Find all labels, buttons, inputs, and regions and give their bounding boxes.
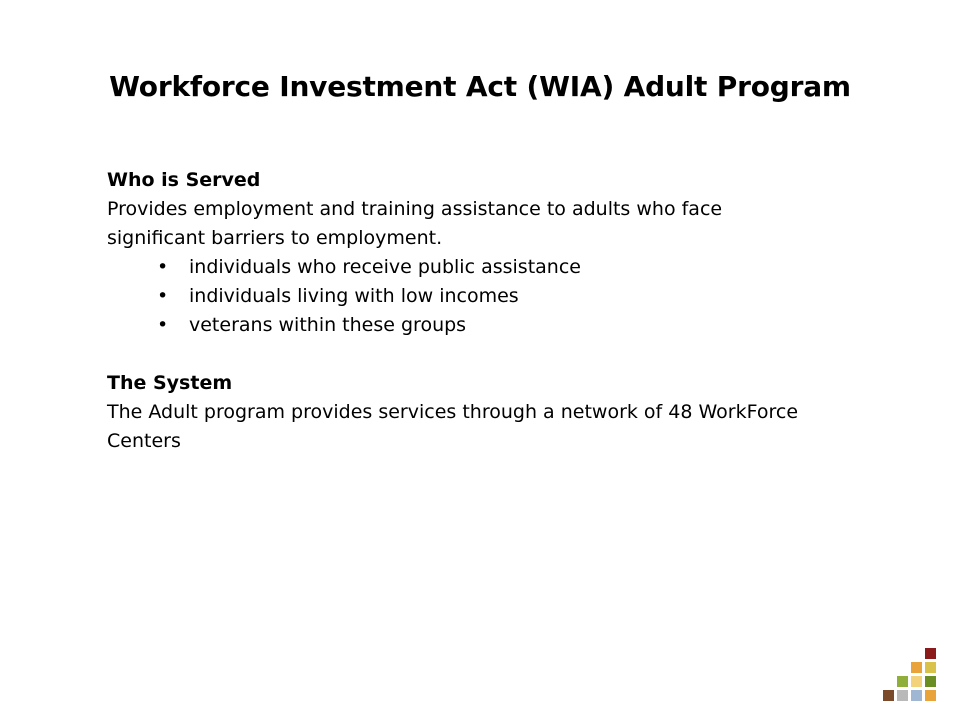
bullet-text: individuals who receive public assistance <box>189 256 581 278</box>
logo-tile <box>897 676 908 687</box>
bullet-icon: • <box>157 285 169 307</box>
logo-tile <box>897 690 908 701</box>
logo-tile <box>925 690 936 701</box>
who-is-served-text: Provides employment and training assistance to adults who face significant barriers to employment. <box>107 198 723 249</box>
logo-tile <box>911 662 922 673</box>
logo-tile <box>925 662 936 673</box>
logo-tile <box>925 648 936 659</box>
bullet-icon: • <box>157 256 169 278</box>
list-item <box>107 253 807 282</box>
logo-tile <box>883 690 894 701</box>
served-bullet-list <box>107 253 807 340</box>
bullet-icon: • <box>157 314 169 336</box>
logo-tile <box>911 676 922 687</box>
list-item <box>107 282 807 311</box>
who-is-served-heading: Who is Served <box>107 169 261 191</box>
list-item <box>107 311 807 340</box>
slide-title: Workforce Investment Act (WIA) Adult Program <box>109 70 851 103</box>
bullet-text: individuals living with low incomes <box>189 285 519 307</box>
tile-mosaic-logo-icon <box>878 648 938 708</box>
bullet-text: veterans within these groups <box>189 314 467 336</box>
slide-content <box>107 166 807 456</box>
the-system-text: The Adult program provides services through a network of 48 WorkForce Centers <box>107 401 799 452</box>
logo-tile <box>925 676 936 687</box>
logo-tile <box>911 690 922 701</box>
section-spacer <box>107 340 807 369</box>
the-system-heading: The System <box>107 372 233 394</box>
